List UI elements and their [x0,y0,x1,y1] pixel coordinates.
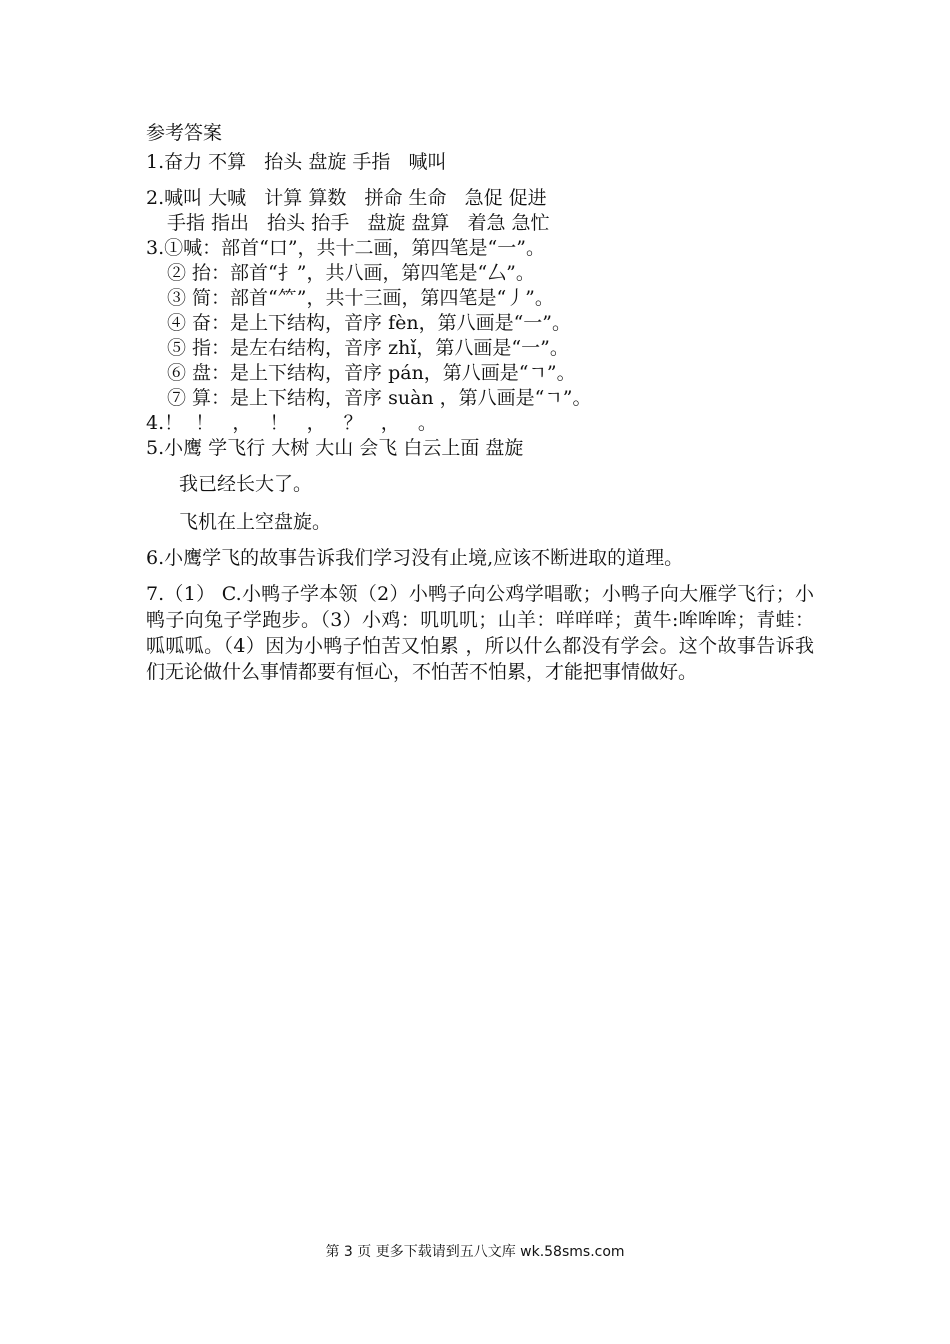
answer-6: 6.小鹰学飞的故事告诉我们学习没有止境,应该不断进取的道理。 [146,547,684,569]
answer-3-item-1: 3.①喊：部首“口”，共十二画，第四笔是“一”。 [146,237,545,259]
answer-5-sentence-2: 飞机在上空盘旋。 [179,511,332,533]
answer-3-item-5: ⑤ 指：是左右结构，音序 zhǐ，第八画是“一”。 [167,337,569,359]
answer-1: 1.奋力 不算 抬头 盘旋 手指 喊叫 [146,151,447,173]
answer-3-item-3: ③ 简：部首“⺮”，共十三画，第四笔是“丿”。 [167,287,554,309]
answer-4: 4.！ ！ ， ！ ， ？ ， 。 [146,412,437,434]
answer-3-item-6: ⑥ 盘：是上下结构，音序 pán，第八画是“ㄱ”。 [167,362,576,384]
page-footer: 第 3 页 更多下载请到五八文库 wk.58sms.com [325,1244,625,1260]
answer-2-line-1: 2.喊叫 大喊 计算 算数 拼命 生命 急促 促进 [146,187,547,209]
answer-3-item-4: ④ 奋：是上下结构，音序 fèn，第八画是“一”。 [167,312,572,334]
answer-5: 5.小鹰 学飞行 大树 大山 会飞 白云上面 盘旋 [146,437,524,459]
answer-7: 7.（1） C.小鸭子学本领（2）小鸭子向公鸡学唱歌；小鸭子向大雁学飞行；小鸭子向兔子学跑步。（3）小鸡：叽叽叽；山羊：咩咩咩；黄牛:哞哞哞；青蛙：呱呱呱。（4）因为小鸭子怕苦又怕累 ，所以什么都没有学会。这个故事告诉我们无论做什么事情都要有恒心，不怕苦不怕累，才能把事情做好。 [146,583,814,683]
answer-5-sentence-1: 我已经长大了。 [179,473,313,495]
answer-2-line-2: 手指 指出 抬头 抬手 盘旋 盘算 着急 急忙 [167,212,550,234]
answer-3-item-7: ⑦ 算：是上下结构，音序 suàn ，第八画是“ㄱ”。 [167,387,592,409]
answer-heading: 参考答案 [146,122,223,144]
answer-3-item-2: ② 抬：部首“扌”，共八画，第四笔是“厶”。 [167,262,535,284]
